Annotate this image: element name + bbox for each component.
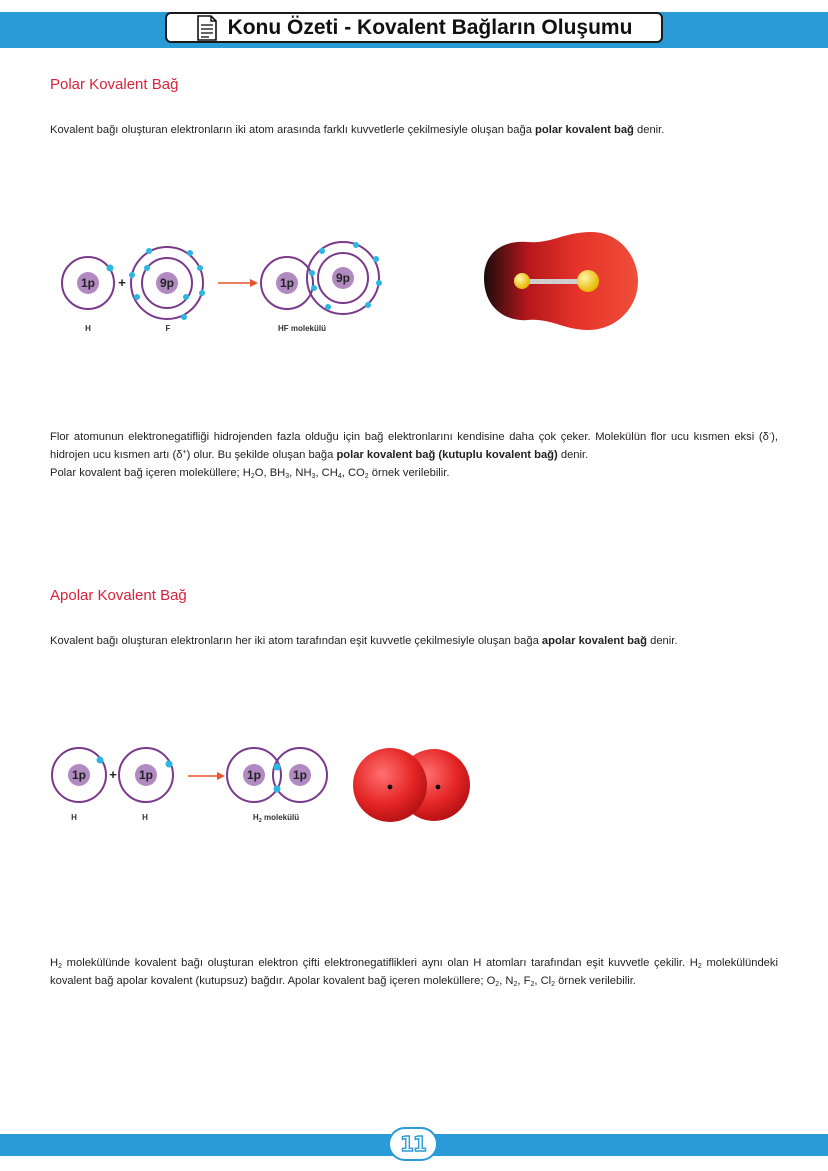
apolar-heading: Apolar Kovalent Bağ — [50, 587, 187, 604]
f-label: F — [165, 324, 171, 333]
svg-text:1p: 1p — [80, 276, 96, 290]
svg-text:1p: 1p — [71, 768, 87, 782]
h2-formation-diagram — [48, 742, 328, 832]
h-atom-2 — [119, 748, 173, 802]
page-number-badge — [388, 1127, 438, 1161]
svg-text:1p: 1p — [138, 768, 154, 782]
plus-sign-2: + — [109, 767, 117, 782]
svg-text:1p: 1p — [279, 276, 295, 290]
hf-electron-density-model — [476, 228, 641, 338]
page-number: 11 — [400, 1132, 426, 1156]
svg-text:9p: 9p — [335, 271, 351, 285]
svg-text:1p: 1p — [292, 768, 308, 782]
plus-sign: + — [118, 275, 126, 290]
hf-formation-diagram — [50, 235, 390, 340]
h-label-1: H — [71, 813, 77, 822]
hf-molecule-label: HF molekülü — [277, 324, 327, 333]
svg-text:1p: 1p — [246, 768, 262, 782]
h2-space-filling-model — [350, 745, 475, 825]
h-atom-1 — [52, 748, 106, 802]
f-atom — [129, 247, 205, 320]
polar-definition: Kovalent bağı oluşturan elektronların iki atom arasında farklı kuvvetlerle çekilmesiyle oluşan bağa polar kovalent bağ denir. — [50, 124, 665, 136]
h2-molecule — [227, 748, 327, 802]
page-title: Konu Özeti - Kovalent Bağların Oluşumu — [227, 15, 633, 39]
h2-molecule-label: $H_2$ molekülü — [252, 813, 300, 824]
apolar-explanation: $H_2$ molekülünde kovalent bağı oluşturan elektron çifti elektronegatiflikleri aynı olan H atomları tarafından eşit kuvvetle çekilir. $H_2$ molekülündeki kovalent bağ apolar kovalent (kutupsuz) bağdır. Apolar kovalent bağ içeren moleküllere; $O_2$, $N_2$, $F_2$, $Cl_2$ örnek verilebilir. — [50, 957, 778, 988]
title-box — [165, 12, 663, 43]
document-icon — [196, 15, 218, 41]
h-label-2: H — [142, 813, 148, 822]
h-atom — [62, 257, 114, 309]
h-label: H — [85, 324, 91, 333]
hf-molecule — [261, 242, 382, 314]
polar-explanation: Flor atomunun elektronegatifliği hidrojenden fazla olduğu için bağ elektronlarını kendisine daha çok çeker. Molekülün flor ucu kısmen eksi (δ-), hidrojen ucu kısmen artı (δ+) olur. Bu şekilde oluşan bağa polar kovalent bağ (kutuplu kovalent bağ) denir. Polar kovalent bağ içeren moleküllere; $H_2O$, $BH_3$, $NH_3$, $CH_4$, $CO_2$ örnek verilebilir. — [50, 431, 778, 480]
apolar-definition: Kovalent bağı oluşturan elektronların her iki atom tarafından eşit kuvvetle çekilmesiyle oluşan bağa apolar kovalent bağ denir. — [50, 635, 678, 647]
polar-heading: Polar Kovalent Bağ — [50, 76, 179, 93]
svg-text:9p: 9p — [159, 276, 175, 290]
